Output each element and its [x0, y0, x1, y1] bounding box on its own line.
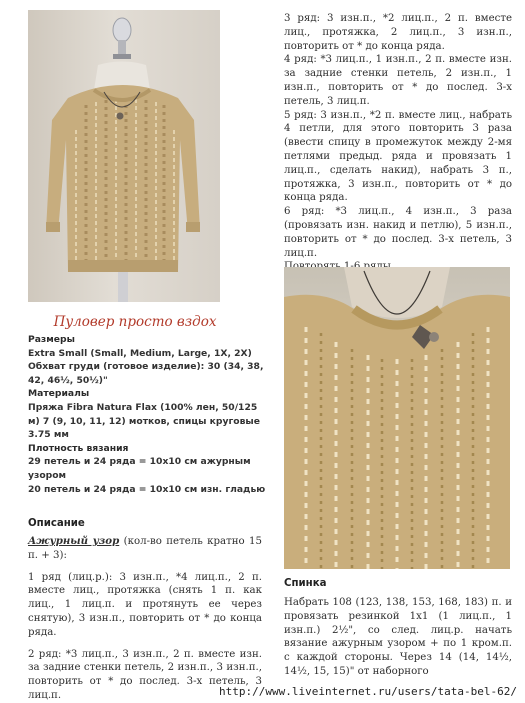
materials-heading: Материалы	[28, 388, 90, 400]
row-6-text: 6 ряд: *3 лиц.п., 4 изн.п., 3 раза (провязать изн. накид и петлю), 5 изн.п., повторить от * до послед. 3-х петель, 3 лиц.п.	[284, 206, 512, 259]
bust-line-2: 42, 46½, 50½)"	[28, 374, 108, 386]
materials-line-3: 3.75 мм	[28, 429, 69, 441]
mannequin-illustration	[28, 10, 220, 302]
lace-pattern-intro: (кол-во петель кратно 15 п. + 3):	[28, 536, 263, 561]
lace-pattern-title: Ажурный узор	[28, 535, 120, 547]
materials-line-2: м) 7 (9, 10, 11, 12) мотков, спицы круговые	[28, 415, 260, 427]
back-heading: Спинка	[284, 578, 327, 589]
sizes-heading: Размеры	[28, 334, 75, 345]
rows-continued	[284, 12, 512, 274]
row-3-text: 3 ряд: 3 изн.п., *2 лиц.п., 2 п. вместе лиц., протяжка, 2 лиц.п., 3 изн.п., повторить от * до конца ряда.	[284, 13, 512, 52]
sweater-closeup-photo	[284, 267, 510, 569]
gauge-heading: Плотность вязания	[28, 442, 129, 454]
bust-line-1: Обхват груди (готовое изделие): 30 (34, 38,	[28, 361, 264, 373]
row-5-text: 5 ряд: 3 изн.п., *2 п. вместе лиц., набрать 4 петли, для этого повторить 3 раза (ввести спицу в промежуток между 2-мя петлями предыд. ряда и провязать 1 лиц.п., сделать накид), набрать 3 п., протяжка, 3 изн.п., повторить от * до конца ряда.	[284, 109, 512, 204]
back-text: Набрать 108 (123, 138, 153, 168, 183) п. и провязать резинкой 1x1 (1 лиц.п., 1 изн.п.) 2½", со след. лиц.р. начать вязание ажурным узором + по 1 кром.п. с каждой стороны. Через 14 (14, 14½, 14½, 15, 15)" от наборного	[284, 597, 512, 677]
pattern-title: Пуловер просто вздох	[53, 314, 217, 330]
description-text	[28, 535, 262, 703]
row-1-text: 1 ряд (лиц.р.): 3 изн.п., *4 лиц.п., 2 п. вместе лиц., протяжка (снять 1 п. как лиц., 1 лиц.п. и протянуть ее через снятую), 3 изн.п., повторить от * до конца ряда.	[28, 571, 262, 638]
row-4-text: 4 ряд: *3 лиц.п., 1 изн.п., 2 п. вместе изн. за задние стенки петель, 2 изн.п., 1 изн.п., повторить от * до послед. 3-х петель, 3 лиц.п.	[284, 54, 512, 107]
sizes-value: Extra Small (Small, Medium, Large, 1X, 2X)	[28, 347, 252, 359]
right-column	[270, 0, 525, 700]
sweater-mannequin-photo	[28, 10, 220, 302]
closeup-illustration	[284, 267, 510, 569]
gauge-line-1: 29 петель и 24 ряда = 10x10 см ажурным	[28, 456, 251, 468]
description-heading: Описание	[28, 518, 85, 529]
gauge-line-2: узором	[28, 469, 67, 481]
specs-box	[28, 333, 266, 496]
gauge-line-3: 20 петель и 24 ряда = 10x10 см изн. гладью	[28, 483, 266, 495]
watermark-url: http://www.liveinternet.ru/users/tata-bel-62/	[218, 685, 517, 698]
materials-line-1: Пряжа Fibra Natura Flax (100% лен, 50/125	[28, 401, 258, 413]
row-2-text: 2 ряд: *3 лиц.п., 3 изн.п., 2 п. вместе изн. за задние стенки петель, 2 изн.п., 3 изн.п., повторить от * до послед. 3-х петель, 3 лиц.п.	[28, 648, 262, 701]
